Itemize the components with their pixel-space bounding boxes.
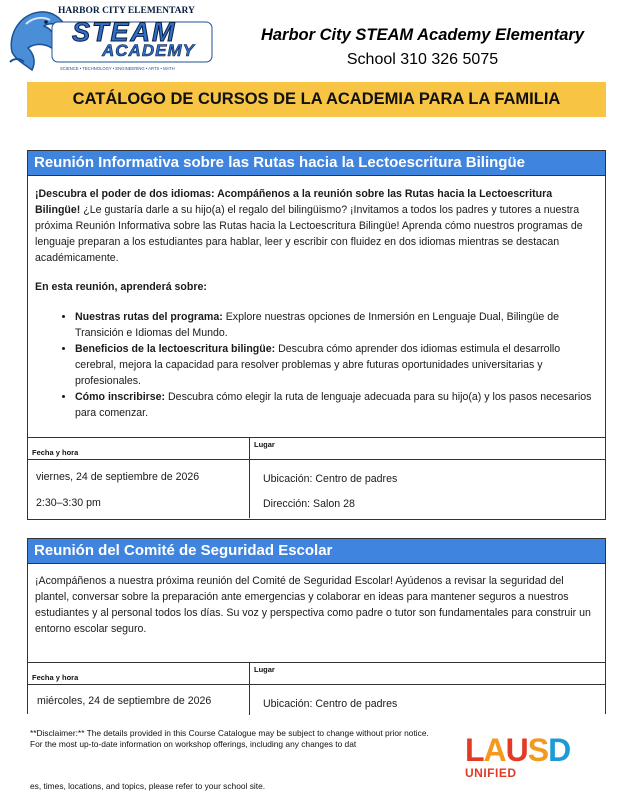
section-description <box>28 176 605 437</box>
learn-heading: En esta reunión, aprenderá sobre: <box>35 281 207 293</box>
lausd-logo <box>465 734 605 782</box>
event-date: viernes, 24 de septiembre de 2026 <box>36 471 200 483</box>
event-location: Ubicación: Centro de padres <box>263 698 398 710</box>
intro-paragraph <box>35 186 598 266</box>
disclaimer-continued: es, times, locations, and topics, please refer to your school site. <box>30 781 266 791</box>
list-item <box>75 341 598 389</box>
section-bilingual-literacy <box>27 150 606 520</box>
section-safety-committee <box>27 538 606 714</box>
topics-list <box>35 309 598 421</box>
school-phone: School 310 326 5075 <box>346 51 499 68</box>
school-logo <box>6 4 218 80</box>
place-header: Lugar <box>250 438 605 460</box>
lausd-letter: U <box>505 732 528 768</box>
date-header: Fecha y hora <box>28 438 249 460</box>
logo-tagline: SCIENCE • TECHNOLOGY • ENGINEERING • ARTS • MATH <box>60 66 175 71</box>
lausd-unified: UNIFIED <box>465 766 517 780</box>
event-address: Dirección: Salon 28 <box>263 498 355 510</box>
lausd-letter: D <box>548 732 571 768</box>
date-header: Fecha y hora <box>28 663 249 685</box>
section-description <box>28 564 605 662</box>
disclaimer: **Disclaimer:** The details provided in this Course Catalogue may be subject to change without prior notice. For the most up-to-date information on workshop offerings, including any changes to dat <box>30 728 429 749</box>
school-name: Harbor City STEAM Academy Elementary <box>260 26 585 44</box>
place-header: Lugar <box>250 663 605 685</box>
event-time: 2:30–3:30 pm <box>36 497 101 509</box>
bullet-label: Beneficios de la lectoescritura bilingüe: <box>75 343 276 355</box>
section-title: Reunión Informativa sobre las Rutas hacia la Lectoescritura Bilingüe <box>28 151 605 176</box>
intro-paragraph: ¡Acompáñenos a nuestra próxima reunión del Comité de Seguridad Escolar! Ayúdenos a revisar la seguridad del plantel, conversar sobre la preparación ante emergencias y colaborar en ideas para mantener seguros a nuestros estudiantes y al personal todos los días. Su voz y perspectiva como padre o tutor son fundamentales para construir un entorno escolar seguro. <box>35 575 591 635</box>
bullet-text: Explore nuestras opciones de Inmersión en Lenguaje Dual, Bilingüe de Transición e Idiomas del Mundo. <box>75 311 560 339</box>
lausd-letter: A <box>483 732 506 768</box>
intro-text: ¿Le gustaría darle a su hijo(a) el regalo del bilingüismo? ¡Invitamos a todos los padres y tutores a nuestra próxima Reunión Informativa sobre las Rutas hacia la Lectoescritura Bilingüe! Aprenda cómo nuestros programas de lenguaje preparan a los estudiantes para hablar, leer y escribir con fluidez en dos idiomas mientras se destacan académicamente. <box>35 204 583 264</box>
lausd-letter: S <box>527 732 549 768</box>
lausd-wordmark <box>465 734 605 766</box>
event-details-table <box>28 662 605 715</box>
event-date: miércoles, 24 de septiembre de 2026 <box>37 695 212 707</box>
logo-top-text: HARBOR CITY ELEMENTARY <box>58 6 195 16</box>
event-details-table <box>28 437 605 518</box>
intro-bold: ¡Descubra el poder de dos idiomas: Acompáñenos a la reunión sobre las Rutas hacia la Lectoescritura Bilingüe! <box>35 188 553 216</box>
list-item <box>75 309 598 341</box>
logo-academy-text: ACADEMY <box>102 41 195 60</box>
bullet-text: Descubra cómo elegir la ruta de lenguaje adecuada para su hijo(a) y los pasos necesarios para comenzar. <box>75 391 592 419</box>
section-title: Reunión del Comité de Seguridad Escolar <box>28 539 605 564</box>
list-item <box>75 389 598 421</box>
bullet-text: Descubra cómo aprender dos idiomas estimula el desarrollo cerebral, mejora la capacidad para resolver problemas y abre futuras oportunidades universitarias y profesionales. <box>75 343 561 387</box>
catalog-banner <box>27 82 606 117</box>
bullet-label: Nuestras rutas del programa: <box>75 311 223 323</box>
bullet-label: Cómo inscribirse: <box>75 391 166 403</box>
event-location: Ubicación: Centro de padres <box>263 473 398 485</box>
logo-steam-text: STEAM <box>72 17 177 47</box>
lausd-letter: L <box>465 732 484 768</box>
catalog-title: CATÁLOGO DE CURSOS DE LA ACADEMIA PARA LA FAMILIA <box>72 90 561 108</box>
